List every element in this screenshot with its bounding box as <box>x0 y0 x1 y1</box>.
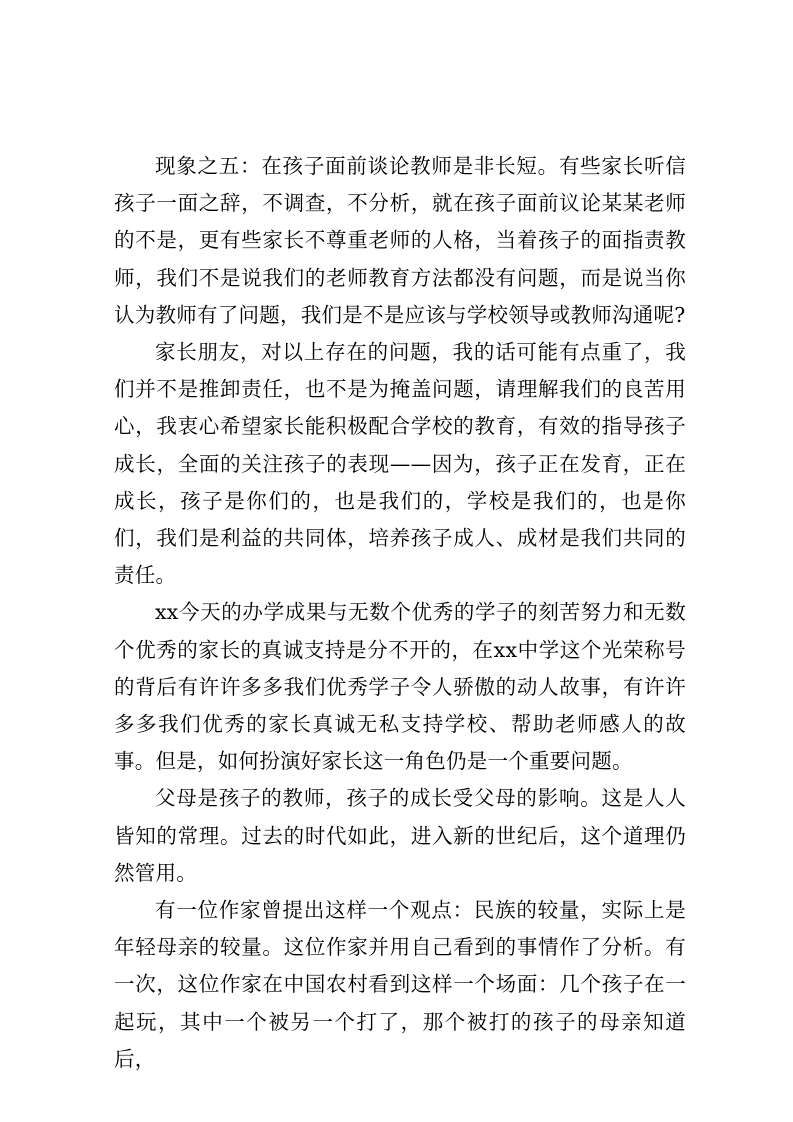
document-body <box>114 148 686 1078</box>
paragraph-5: 有一位作家曾提出这样一个观点：民族的较量，实际上是年轻母亲的较量。这位作家并用自己看到的事情作了分析。有一次，这位作家在中国农村看到这样一个场面：几个孩子在一起玩，其中一个被另一个打了，那个被打的孩子的母亲知道后， <box>114 898 686 1071</box>
paragraph-2: 家长朋友，对以上存在的问题，我的话可能有点重了，我们并不是推卸责任，也不是为掩盖问题，请理解我们的良苦用心，我衷心希望家长能积极配合学校的教育，有效的指导孩子成长，全面的关注孩子的表现——因为，孩子正在发育，正在成长，孩子是你们的，也是我们的，学校是我们的，也是你们，我们是利益的共同体，培养孩子成人、成材是我们共同的责任。 <box>114 340 686 588</box>
paragraph-4: 父母是孩子的教师，孩子的成长受父母的影响。这是人人皆知的常理。过去的时代如此，进入新的世纪后，这个道理仍然管用。 <box>114 786 686 885</box>
paragraph-3: xx今天的办学成果与无数个优秀的学子的刻苦努力和无数个优秀的家长的真诚支持是分不开的，在xx中学这个光荣称号的背后有许许多多我们优秀学子令人骄傲的动人故事，有许许多多我们优秀的家长真诚无私支持学校、帮助老师感人的故事。但是，如何扮演好家长这一角色仍是一个重要问题。 <box>114 600 686 774</box>
paragraph-1: 现象之五：在孩子面前谈论教师是非长短。有些家长听信孩子一面之辞，不调查，不分析，就在孩子面前议论某某老师的不是，更有些家长不尊重老师的人格，当着孩子的面指责教师，我们不是说我们的老师教育方法都没有问题，而是说当你认为教师有了问题，我们是不是应该与学校领导或教师沟通呢? <box>114 154 686 327</box>
